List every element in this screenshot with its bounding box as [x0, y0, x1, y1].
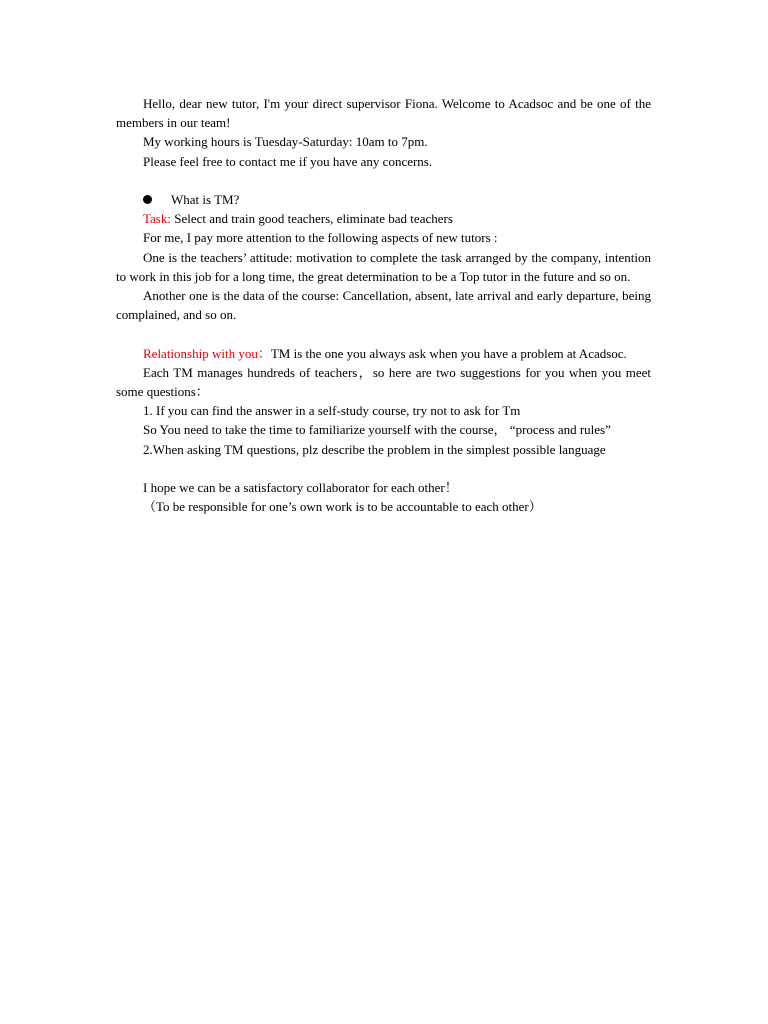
aspect-two-paragraph: Another one is the data of the course: Cancellation, absent, late arrival and early departure, being complained, and so on. — [116, 288, 651, 323]
task-line — [116, 209, 651, 228]
paragraph-gap — [116, 324, 651, 343]
suggestion-one: 1. If you can find the answer in a self-study course, try not to ask for Tm — [143, 403, 521, 419]
attention-line: For me, I pay more attention to the following aspects of new tutors : — [143, 230, 498, 246]
what-is-tm-heading — [116, 190, 651, 209]
what-is-tm-heading-text: What is TM? — [171, 192, 240, 207]
suggestion-two: 2.When asking TM questions, plz describe the problem in the simplest possible language — [143, 441, 606, 457]
relationship-text: TM is the one you always ask when you have a problem at Acadsoc. — [270, 345, 627, 361]
paragraph-gap — [116, 459, 651, 478]
relationship-line — [116, 344, 651, 363]
manages-paragraph: Each TM manages hundreds of teachers，so here are two suggestions for you when you meet some questions： — [116, 364, 651, 400]
closing-hope: I hope we can be a satisfactory collaborator for each other！ — [143, 480, 458, 496]
intro-contact: Please feel free to contact me if you have any concerns. — [143, 153, 433, 169]
relationship-label: Relationship with you： — [143, 345, 271, 361]
task-label: Task: — [143, 211, 171, 227]
intro-working-hours: My working hours is Tuesday-Saturday: 10am to 7pm. — [143, 134, 428, 150]
document-body — [116, 94, 651, 516]
task-text: Select and train good teachers, eliminate bad teachers — [170, 211, 453, 227]
closing-quote: （To be responsible for one’s own work is to be accountable to each other） — [143, 499, 542, 515]
familiarize-line: So You need to take the time to familiarize yourself with the course， “process and rules” — [143, 422, 611, 438]
bullet-icon — [143, 195, 152, 204]
intro-greeting: Hello, dear new tutor, I'm your direct supervisor Fiona. Welcome to Acadsoc and be one of the members in our team! — [116, 96, 651, 131]
paragraph-gap — [116, 171, 651, 190]
aspect-one-paragraph: One is the teachers’ attitude: motivation to complete the task arranged by the company, intention to work in this job for a long time, the great determination to be a Top tutor in the future and so on. — [116, 249, 651, 284]
